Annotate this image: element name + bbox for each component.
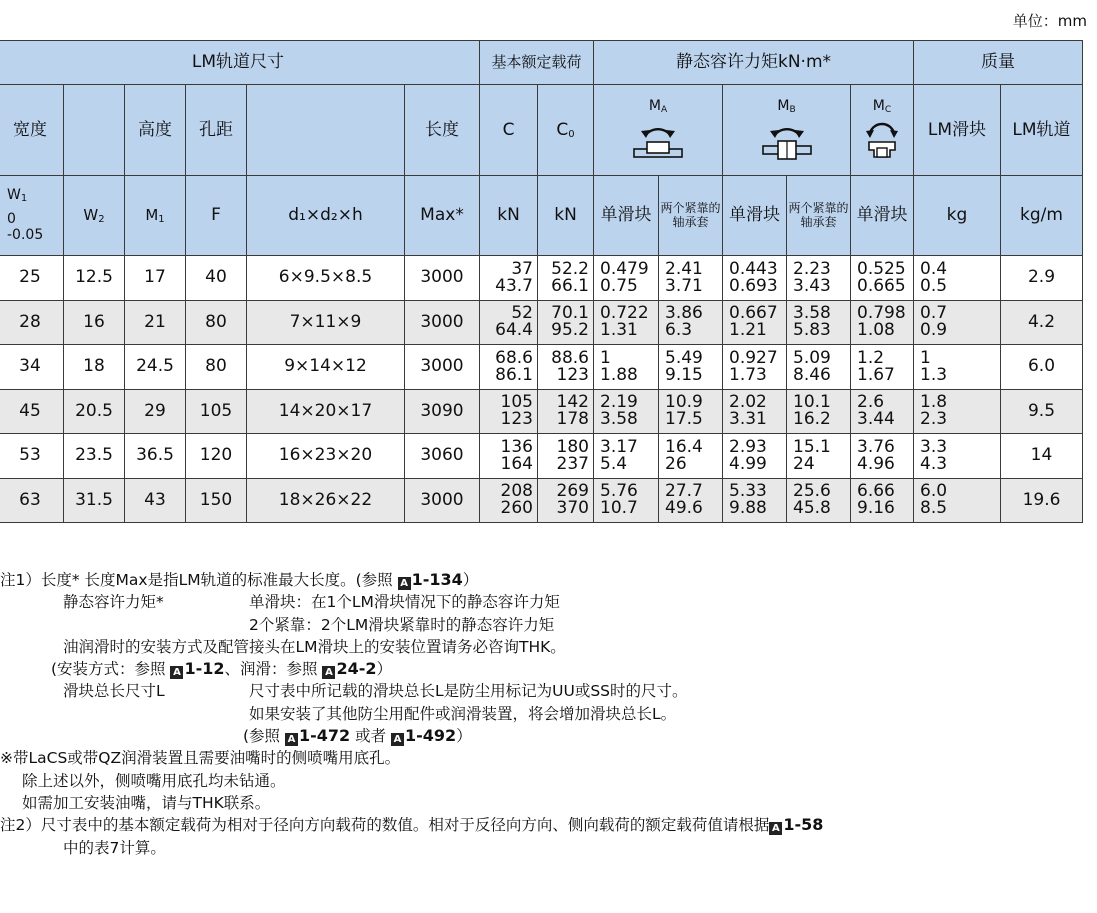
- cell-ma2-value: 10.9: [665, 392, 703, 413]
- cell-mc: [851, 300, 914, 345]
- col-c-unit: kN: [480, 176, 538, 256]
- cell-mb1-value: 9.88: [729, 498, 767, 519]
- cell-mb1-value: 1.73: [729, 364, 767, 385]
- note-line-13: 中的表7计算。: [63, 838, 166, 857]
- cell-w2: 31.5: [64, 478, 125, 523]
- col-width: 宽度: [0, 85, 64, 176]
- cell-ma2-value: 6.3: [665, 320, 693, 341]
- col-ma-single: 单滑块: [594, 176, 659, 256]
- col-mc-single: 单滑块: [851, 176, 914, 256]
- cell-ma2-value: 2.41: [665, 258, 703, 279]
- cell-w1: 45: [0, 389, 64, 434]
- cell-mb1: [723, 434, 787, 479]
- cell-ma2: [659, 478, 723, 523]
- cell-w2: 18: [64, 345, 125, 390]
- col-c0: $C_0$: [538, 85, 594, 176]
- cell-mb1-value: 0.443: [729, 258, 778, 279]
- cell-ma2-value: 49.6: [665, 498, 703, 519]
- cell-f: 120: [186, 434, 247, 479]
- cell-mb2-value: 10.1: [793, 392, 831, 413]
- table-row: [0, 345, 1083, 390]
- cell-mc-value: 1.2: [857, 347, 885, 368]
- cell-block-value: 2.3: [920, 409, 948, 430]
- col-height: 高度: [125, 85, 186, 176]
- cell-block-value: 1.8: [920, 392, 948, 413]
- cell-c0: [538, 345, 594, 390]
- cell-ma1-value: 3.17: [600, 436, 638, 457]
- cell-c-value: 52: [511, 303, 533, 324]
- cell-c-value: 64.4: [495, 320, 533, 341]
- cell-mc-value: 1.08: [857, 320, 895, 341]
- col-m1: $M_1$: [125, 176, 186, 256]
- cell-c0-value: 370: [556, 498, 589, 519]
- cell-f: 80: [186, 345, 247, 390]
- cell-mb1: [723, 478, 787, 523]
- cell-ma1-value: 1: [600, 347, 611, 368]
- note-line-4: 油润滑时的安装方式及配管接头在LM滑块上的安装位置请务必咨询THK。: [63, 637, 566, 656]
- cell-d: 9×14×12: [247, 345, 405, 390]
- moment-b-icon: [761, 117, 813, 161]
- cell-c0-value: 95.2: [551, 320, 589, 341]
- cell-ma1-value: 2.19: [600, 392, 638, 413]
- cell-mc-value: 0.798: [857, 303, 906, 324]
- unit-label: 单位：mm: [1012, 12, 1087, 30]
- col-f: F: [186, 176, 247, 256]
- cell-mc-value: 0.525: [857, 258, 906, 279]
- cell-block: [914, 345, 1001, 390]
- cell-max: 3000: [405, 345, 480, 390]
- cell-ma1: [594, 434, 659, 479]
- cell-mb1-value: 4.99: [729, 453, 767, 474]
- cell-block-value: 1.3: [920, 364, 948, 385]
- cell-block-value: 0.9: [920, 320, 948, 341]
- cell-c0: [538, 478, 594, 523]
- cell-block: [914, 434, 1001, 479]
- group-static-moment: 静态容许力矩kN·m*: [594, 41, 914, 85]
- note-line-1: 注1）长度* 长度Max是指LM轨道的标准最大长度。(参照 A 1-134）: [0, 570, 479, 589]
- cell-c-value: 37: [511, 258, 533, 279]
- ref-mark-icon: A: [769, 822, 782, 835]
- moment-a-icon: [632, 117, 684, 161]
- cell-mc-value: 6.66: [857, 481, 895, 502]
- ref-mark-icon: A: [398, 577, 411, 590]
- col-c: C: [480, 85, 538, 176]
- cell-ma1: [594, 256, 659, 301]
- cell-ma2-value: 5.49: [665, 347, 703, 368]
- cell-c0: [538, 389, 594, 434]
- cell-w1: 34: [0, 345, 64, 390]
- col-kgm: kg/m: [1001, 176, 1083, 256]
- cell-mb2: [787, 478, 851, 523]
- cell-mb2: [787, 345, 851, 390]
- cell-mb1: [723, 345, 787, 390]
- cell-m1: 17: [125, 256, 186, 301]
- cell-mc-value: 4.96: [857, 453, 895, 474]
- cell-w2: 20.5: [64, 389, 125, 434]
- cell-mb1-value: 5.33: [729, 481, 767, 502]
- cell-c: [480, 300, 538, 345]
- cell-block-value: 3.3: [920, 436, 948, 457]
- cell-mb1-value: 1.21: [729, 320, 767, 341]
- cell-c-value: 43.7: [495, 275, 533, 296]
- cell-ma1: [594, 389, 659, 434]
- cell-mb1: [723, 389, 787, 434]
- table-row: [0, 300, 1083, 345]
- ref-mark-icon: A: [170, 666, 183, 679]
- cell-c-value: 86.1: [495, 364, 533, 385]
- cell-block-value: 4.3: [920, 453, 948, 474]
- group-mass: 质量: [914, 41, 1083, 85]
- cell-ma1-value: 0.479: [600, 258, 649, 279]
- cell-mb1: [723, 300, 787, 345]
- cell-w2: 12.5: [64, 256, 125, 301]
- cell-c0-value: 123: [556, 364, 589, 385]
- cell-mb2-value: 3.58: [793, 303, 831, 324]
- cell-block-value: 8.5: [920, 498, 948, 519]
- col-c0-unit: kN: [538, 176, 594, 256]
- col-ma-double: 两个紧靠的轴承套: [659, 176, 723, 256]
- cell-ma1-value: 1.88: [600, 364, 638, 385]
- cell-c0: [538, 300, 594, 345]
- cell-ma1-value: 3.58: [600, 409, 638, 430]
- note-line-8: (参照 A 1-472 或者 A 1-492）: [243, 726, 472, 746]
- cell-mc-value: 9.16: [857, 498, 895, 519]
- cell-block: [914, 256, 1001, 301]
- cell-c0-value: 66.1: [551, 275, 589, 296]
- header-row-symbols: [0, 176, 1083, 256]
- col-mb-double: 两个紧靠的轴承套: [787, 176, 851, 256]
- table-row: [0, 389, 1083, 434]
- col-lm-rail: LM轨道: [1001, 85, 1083, 176]
- cell-m1: 43: [125, 478, 186, 523]
- cell-block: [914, 478, 1001, 523]
- cell-f: 150: [186, 478, 247, 523]
- table-row: [0, 434, 1083, 479]
- cell-mc: [851, 434, 914, 479]
- cell-c-value: 68.6: [495, 347, 533, 368]
- col-mb-single: 单滑块: [723, 176, 787, 256]
- cell-c: [480, 256, 538, 301]
- cell-rail: 4.2: [1001, 300, 1083, 345]
- cell-mb1-value: 2.93: [729, 436, 767, 457]
- cell-c0: [538, 256, 594, 301]
- cell-f: 40: [186, 256, 247, 301]
- cell-c-value: 208: [500, 481, 533, 502]
- cell-c0-value: 178: [556, 409, 589, 430]
- cell-w2: 16: [64, 300, 125, 345]
- cell-rail: 9.5: [1001, 389, 1083, 434]
- cell-d: 6×9.5×8.5: [247, 256, 405, 301]
- note-line-6: 滑块总长尺寸L 尺寸表中所记载的滑块总长L是防尘用标记为UU或SS时的尺寸。: [63, 682, 688, 701]
- cell-mc: [851, 478, 914, 523]
- cell-mb2-value: 45.8: [793, 498, 831, 519]
- cell-d: 16×23×20: [247, 434, 405, 479]
- cell-c: [480, 478, 538, 523]
- cell-mb1-value: 0.693: [729, 275, 778, 296]
- cell-block-value: 1: [920, 347, 931, 368]
- cell-mb1: [723, 256, 787, 301]
- cell-ma2-value: 9.15: [665, 364, 703, 385]
- cell-c0: [538, 434, 594, 479]
- col-max: Max*: [405, 176, 480, 256]
- cell-max: 3000: [405, 256, 480, 301]
- cell-ma1-value: 0.75: [600, 275, 638, 296]
- cell-ma2: [659, 300, 723, 345]
- cell-max: 3090: [405, 389, 480, 434]
- cell-mb2-value: 3.43: [793, 275, 831, 296]
- cell-w1: 25: [0, 256, 64, 301]
- cell-c: [480, 434, 538, 479]
- cell-mb2-value: 5.09: [793, 347, 831, 368]
- col-pitch: 孔距: [186, 85, 247, 176]
- cell-mc: [851, 345, 914, 390]
- cell-c0-value: 70.1: [551, 303, 589, 324]
- cell-c-value: 123: [500, 409, 533, 430]
- cell-c-value: 105: [500, 392, 533, 413]
- cell-c: [480, 345, 538, 390]
- cell-c-value: 136: [500, 436, 533, 457]
- cell-block-value: 0.5: [920, 275, 948, 296]
- col-kg: kg: [914, 176, 1001, 256]
- cell-max: 3000: [405, 300, 480, 345]
- col-w1: $W_1$ 0 -0.05: [0, 176, 64, 256]
- col-lm-block: LM滑块: [914, 85, 1001, 176]
- cell-mb2-value: 8.46: [793, 364, 831, 385]
- col-d-blank: [247, 85, 405, 176]
- spec-table: [0, 40, 1083, 523]
- cell-rail: 6.0: [1001, 345, 1083, 390]
- cell-ma1: [594, 345, 659, 390]
- cell-ma2: [659, 256, 723, 301]
- col-w2-blank: [64, 85, 125, 176]
- note-line-11: 如需加工安装油嘴，请与THK联系。: [22, 793, 271, 812]
- cell-mb2-value: 16.2: [793, 409, 831, 430]
- col-d-formula: d₁×d₂×h: [247, 176, 405, 256]
- cell-ma1-value: 0.722: [600, 303, 649, 324]
- col-length: 长度: [405, 85, 480, 176]
- cell-block-value: 6.0: [920, 481, 948, 502]
- cell-c0-value: 88.6: [551, 347, 589, 368]
- cell-w1: 28: [0, 300, 64, 345]
- cell-mb1-value: 2.02: [729, 392, 767, 413]
- cell-c-value: 164: [500, 453, 533, 474]
- cell-ma2: [659, 389, 723, 434]
- cell-mb2-value: 2.23: [793, 258, 831, 279]
- cell-ma1-value: 5.76: [600, 481, 638, 502]
- cell-ma1: [594, 300, 659, 345]
- cell-ma2-value: 16.4: [665, 436, 703, 457]
- ref-mark-icon: A: [322, 666, 335, 679]
- cell-mb1-value: 3.31: [729, 409, 767, 430]
- cell-mb2: [787, 256, 851, 301]
- cell-c0-value: 142: [556, 392, 589, 413]
- cell-mc-value: 2.6: [857, 392, 885, 413]
- cell-ma2-value: 27.7: [665, 481, 703, 502]
- cell-mc: [851, 256, 914, 301]
- cell-d: 7×11×9: [247, 300, 405, 345]
- col-mb: $M_B$: [723, 85, 851, 176]
- cell-d: 14×20×17: [247, 389, 405, 434]
- cell-c0-value: 237: [556, 453, 589, 474]
- cell-max: 3000: [405, 478, 480, 523]
- cell-mc-value: 3.76: [857, 436, 895, 457]
- ref-mark-icon: A: [285, 733, 298, 746]
- cell-mc-value: 3.44: [857, 409, 895, 430]
- cell-ma2-value: 3.86: [665, 303, 703, 324]
- cell-c: [480, 389, 538, 434]
- cell-block-value: 0.7: [920, 303, 948, 324]
- cell-ma2: [659, 434, 723, 479]
- cell-m1: 24.5: [125, 345, 186, 390]
- ref-mark-icon: A: [391, 733, 404, 746]
- note-line-5: (安装方式：参照 A 1-12、润滑：参照 A 24-2）: [51, 659, 393, 679]
- cell-ma2-value: 3.71: [665, 275, 703, 296]
- cell-m1: 29: [125, 389, 186, 434]
- col-w2: $W_2$: [64, 176, 125, 256]
- cell-max: 3060: [405, 434, 480, 479]
- cell-mb1-value: 0.667: [729, 303, 778, 324]
- cell-c0-value: 269: [556, 481, 589, 502]
- note-line-12: 注2）尺寸表中的基本额定载荷为相对于径向方向载荷的数值。相对于反径向方向、侧向载荷的额定载荷值请根据 A 1-58: [0, 815, 824, 835]
- cell-mb2: [787, 434, 851, 479]
- note-line-9: ※带LaCS或带QZ润滑装置且需要油嘴时的侧喷嘴用底孔。: [0, 749, 401, 768]
- cell-w1: 53: [0, 434, 64, 479]
- group-basic-load: 基本额定载荷: [480, 41, 594, 85]
- cell-mc: [851, 389, 914, 434]
- col-mc: $M_C$: [851, 85, 914, 176]
- cell-c-value: 260: [500, 498, 533, 519]
- notes-block: [0, 569, 1097, 859]
- cell-block-value: 0.4: [920, 258, 948, 279]
- cell-m1: 36.5: [125, 434, 186, 479]
- cell-rail: 2.9: [1001, 256, 1083, 301]
- cell-d: 18×26×22: [247, 478, 405, 523]
- cell-mb2: [787, 300, 851, 345]
- cell-ma1-value: 10.7: [600, 498, 638, 519]
- cell-ma1-value: 5.4: [600, 453, 628, 474]
- moment-c-icon: [864, 117, 900, 161]
- cell-rail: 19.6: [1001, 478, 1083, 523]
- cell-f: 80: [186, 300, 247, 345]
- cell-mb2-value: 25.6: [793, 481, 831, 502]
- note-line-2: 静态容许力矩* 单滑块：在1个LM滑块情况下的静态容许力矩: [63, 593, 560, 612]
- cell-mc-value: 0.665: [857, 275, 906, 296]
- cell-block: [914, 300, 1001, 345]
- cell-f: 105: [186, 389, 247, 434]
- col-ma: $M_A$: [594, 85, 723, 176]
- header-row-groups: [0, 41, 1083, 85]
- cell-mb1-value: 0.927: [729, 347, 778, 368]
- table-row: [0, 478, 1083, 523]
- cell-ma2-value: 26: [665, 453, 687, 474]
- cell-w2: 23.5: [64, 434, 125, 479]
- cell-w1: 63: [0, 478, 64, 523]
- cell-c0-value: 180: [556, 436, 589, 457]
- cell-mc-value: 1.67: [857, 364, 895, 385]
- note-line-7: 如果安装了其他防尘用配件或润滑装置，将会增加滑块总长L。: [249, 704, 677, 723]
- note-line-3: 2个紧靠：2个LM滑块紧靠时的静态容许力矩: [249, 615, 555, 634]
- cell-mb2-value: 5.83: [793, 320, 831, 341]
- header-row-names: [0, 85, 1083, 176]
- cell-mb2-value: 15.1: [793, 436, 831, 457]
- cell-rail: 14: [1001, 434, 1083, 479]
- cell-mb2: [787, 389, 851, 434]
- table-body: [0, 256, 1083, 523]
- cell-ma2-value: 17.5: [665, 409, 703, 430]
- cell-mb2-value: 24: [793, 453, 815, 474]
- cell-ma2: [659, 345, 723, 390]
- cell-ma1: [594, 478, 659, 523]
- cell-c0-value: 52.2: [551, 258, 589, 279]
- cell-block: [914, 389, 1001, 434]
- table-row: [0, 256, 1083, 301]
- group-lm-rail: LM轨道尺寸: [0, 41, 480, 85]
- cell-m1: 21: [125, 300, 186, 345]
- note-line-10: 除上述以外，侧喷嘴用底孔均未钻通。: [22, 771, 286, 790]
- cell-ma1-value: 1.31: [600, 320, 638, 341]
